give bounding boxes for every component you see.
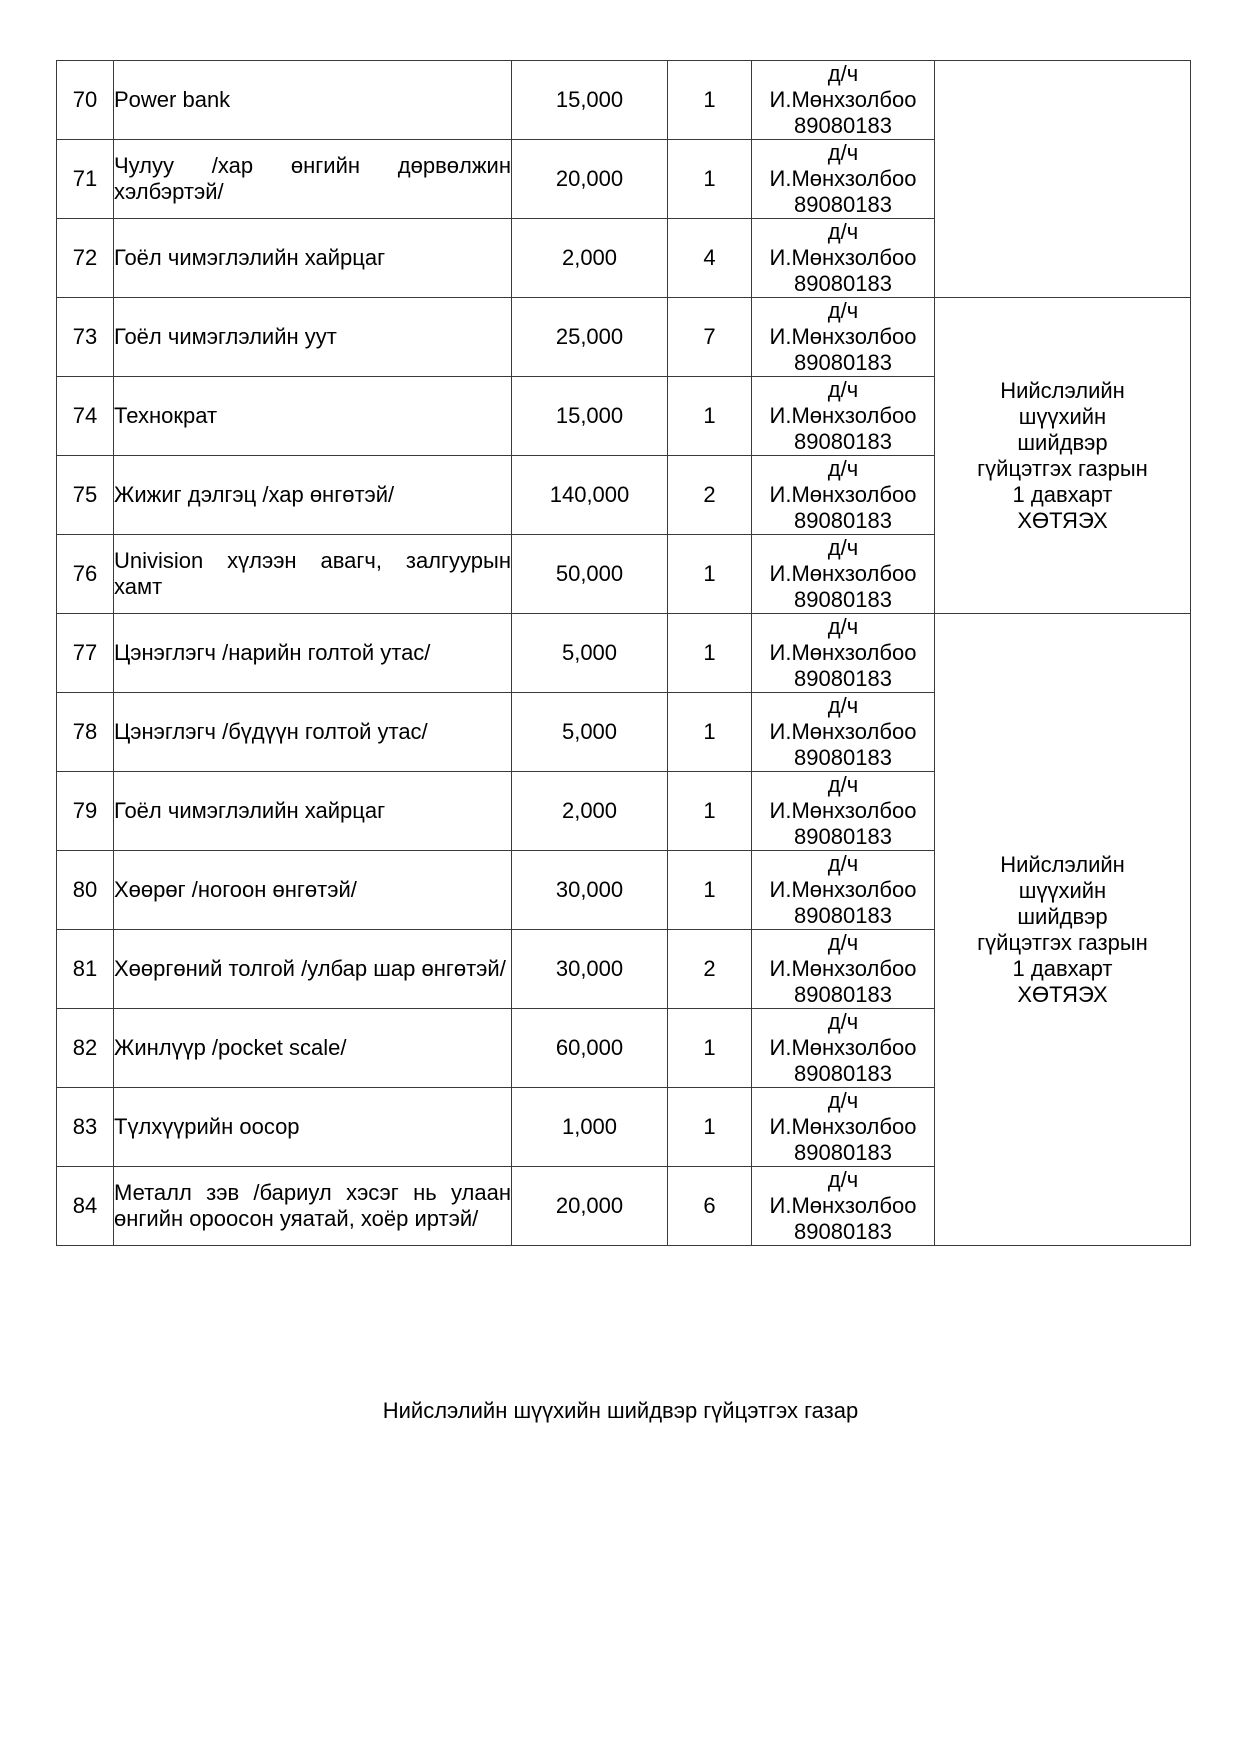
contact-cell xyxy=(752,930,935,1009)
row-number: 81 xyxy=(57,930,114,1009)
item-quantity: 1 xyxy=(668,851,752,930)
storage-location-cell xyxy=(935,298,1191,614)
location-line: 1 давхарт xyxy=(1012,955,1113,981)
contact-title: д/ч xyxy=(827,219,859,244)
item-price: 2,000 xyxy=(512,772,668,851)
contact-title: д/ч xyxy=(827,851,859,876)
contact-cell xyxy=(752,140,935,219)
contact-cell xyxy=(752,614,935,693)
contact-cell xyxy=(752,1088,935,1167)
item-quantity: 1 xyxy=(668,535,752,614)
item-name: Чулуу /хар өнгийн дөрвөлжин хэлбэртэй/ xyxy=(114,140,512,219)
contact-person: И.Мөнхзолбоо xyxy=(769,719,917,744)
row-number: 76 xyxy=(57,535,114,614)
contact-person: И.Мөнхзолбоо xyxy=(769,877,917,902)
row-number: 74 xyxy=(57,377,114,456)
contact-cell xyxy=(752,693,935,772)
item-quantity: 1 xyxy=(668,377,752,456)
contact-title: д/ч xyxy=(827,61,859,86)
item-price: 5,000 xyxy=(512,614,668,693)
location-line: шүүхийн xyxy=(1018,403,1107,429)
contact-title: д/ч xyxy=(827,693,859,718)
contact-cell xyxy=(752,456,935,535)
row-number: 73 xyxy=(57,298,114,377)
row-number: 75 xyxy=(57,456,114,535)
contact-title: д/ч xyxy=(827,298,859,323)
item-quantity: 1 xyxy=(668,614,752,693)
item-quantity: 6 xyxy=(668,1167,752,1246)
item-price: 50,000 xyxy=(512,535,668,614)
item-name: Түлхүүрийн оосор xyxy=(114,1088,512,1167)
item-name: Технократ xyxy=(114,377,512,456)
item-quantity: 1 xyxy=(668,61,752,140)
table-row xyxy=(57,298,1191,377)
item-price: 60,000 xyxy=(512,1009,668,1088)
item-quantity: 1 xyxy=(668,693,752,772)
row-number: 83 xyxy=(57,1088,114,1167)
contact-cell xyxy=(752,61,935,140)
contact-person: И.Мөнхзолбоо xyxy=(769,324,917,349)
item-name: Металл зэв /бариул хэсэг нь улаан өнгийн ороосон уяатай, хоёр иртэй/ xyxy=(114,1167,512,1246)
contact-cell xyxy=(752,219,935,298)
row-number: 77 xyxy=(57,614,114,693)
contact-person: И.Мөнхзолбоо xyxy=(769,1035,917,1060)
location-cell-empty xyxy=(935,61,1191,298)
contact-phone: 89080183 xyxy=(794,271,892,296)
contact-title: д/ч xyxy=(827,614,859,639)
item-name: Жинлүүр /pocket scale/ xyxy=(114,1009,512,1088)
location-line: ХӨТЯЭХ xyxy=(1017,981,1108,1007)
item-name: Хөөргөний толгой /улбар шар өнгөтэй/ xyxy=(114,930,512,1009)
contact-phone: 89080183 xyxy=(794,192,892,217)
location-line: Нийслэлийн xyxy=(1000,851,1125,877)
item-name: Цэнэглэгч /бүдүүн голтой утас/ xyxy=(114,693,512,772)
item-quantity: 1 xyxy=(668,1088,752,1167)
item-price: 20,000 xyxy=(512,1167,668,1246)
contact-title: д/ч xyxy=(827,456,859,481)
contact-phone: 89080183 xyxy=(794,824,892,849)
row-number: 79 xyxy=(57,772,114,851)
contact-phone: 89080183 xyxy=(794,982,892,1007)
item-quantity: 2 xyxy=(668,930,752,1009)
item-price: 25,000 xyxy=(512,298,668,377)
contact-phone: 89080183 xyxy=(794,1061,892,1086)
contact-cell xyxy=(752,377,935,456)
contact-title: д/ч xyxy=(827,535,859,560)
contact-person: И.Мөнхзолбоо xyxy=(769,956,917,981)
contact-cell xyxy=(752,1009,935,1088)
item-price: 15,000 xyxy=(512,377,668,456)
item-name: Гоёл чимэглэлийн хайрцаг xyxy=(114,772,512,851)
item-name: Жижиг дэлгэц /хар өнгөтэй/ xyxy=(114,456,512,535)
contact-cell xyxy=(752,851,935,930)
footer-organization-name: Нийслэлийн шүүхийн шийдвэр гүйцэтгэх газар xyxy=(382,1398,859,1423)
item-quantity: 1 xyxy=(668,1009,752,1088)
item-name: Univision хүлээн авагч, залгуурын хамт xyxy=(114,535,512,614)
item-name: Гоёл чимэглэлийн хайрцаг xyxy=(114,219,512,298)
item-quantity: 1 xyxy=(668,140,752,219)
location-line: шийдвэр xyxy=(1017,903,1108,929)
item-price: 30,000 xyxy=(512,930,668,1009)
contact-title: д/ч xyxy=(827,140,859,165)
contact-phone: 89080183 xyxy=(794,113,892,138)
location-line: гүйцэтгэх газрын xyxy=(977,455,1148,481)
contact-person: И.Мөнхзолбоо xyxy=(769,482,917,507)
contact-person: И.Мөнхзолбоо xyxy=(769,1114,917,1139)
table-row xyxy=(57,614,1191,693)
item-name: Гоёл чимэглэлийн уут xyxy=(114,298,512,377)
contact-phone: 89080183 xyxy=(794,903,892,928)
location-line: шийдвэр xyxy=(1017,429,1108,455)
contact-title: д/ч xyxy=(827,377,859,402)
row-number: 70 xyxy=(57,61,114,140)
item-price: 5,000 xyxy=(512,693,668,772)
row-number: 84 xyxy=(57,1167,114,1246)
row-number: 78 xyxy=(57,693,114,772)
items-table-body xyxy=(57,61,1191,1246)
item-price: 20,000 xyxy=(512,140,668,219)
contact-person: И.Мөнхзолбоо xyxy=(769,166,917,191)
contact-phone: 89080183 xyxy=(794,1219,892,1244)
contact-phone: 89080183 xyxy=(794,508,892,533)
contact-person: И.Мөнхзолбоо xyxy=(769,245,917,270)
contact-phone: 89080183 xyxy=(794,350,892,375)
row-number: 82 xyxy=(57,1009,114,1088)
item-name: Хөөрөг /ногоон өнгөтэй/ xyxy=(114,851,512,930)
contact-person: И.Мөнхзолбоо xyxy=(769,403,917,428)
contact-person: И.Мөнхзолбоо xyxy=(769,87,917,112)
contact-title: д/ч xyxy=(827,1088,859,1113)
items-table xyxy=(56,60,1191,1246)
table-row xyxy=(57,61,1191,140)
contact-person: И.Мөнхзолбоо xyxy=(769,561,917,586)
item-price: 2,000 xyxy=(512,219,668,298)
contact-phone: 89080183 xyxy=(794,429,892,454)
location-line: Нийслэлийн xyxy=(1000,377,1125,403)
item-quantity: 1 xyxy=(668,772,752,851)
contact-person: И.Мөнхзолбоо xyxy=(769,640,917,665)
item-quantity: 4 xyxy=(668,219,752,298)
contact-phone: 89080183 xyxy=(794,666,892,691)
item-price: 140,000 xyxy=(512,456,668,535)
location-line: ХӨТЯЭХ xyxy=(1017,507,1108,533)
contact-title: д/ч xyxy=(827,772,859,797)
contact-cell xyxy=(752,772,935,851)
location-line: шүүхийн xyxy=(1018,877,1107,903)
contact-phone: 89080183 xyxy=(794,745,892,770)
location-line: 1 давхарт xyxy=(1012,481,1113,507)
row-number: 72 xyxy=(57,219,114,298)
contact-person: И.Мөнхзолбоо xyxy=(769,798,917,823)
item-quantity: 2 xyxy=(668,456,752,535)
contact-title: д/ч xyxy=(827,1009,859,1034)
contact-cell xyxy=(752,298,935,377)
row-number: 71 xyxy=(57,140,114,219)
contact-phone: 89080183 xyxy=(794,587,892,612)
item-price: 1,000 xyxy=(512,1088,668,1167)
item-name: Power bank xyxy=(114,61,512,140)
row-number: 80 xyxy=(57,851,114,930)
location-line: гүйцэтгэх газрын xyxy=(977,929,1148,955)
contact-title: д/ч xyxy=(827,930,859,955)
item-price: 15,000 xyxy=(512,61,668,140)
contact-phone: 89080183 xyxy=(794,1140,892,1165)
item-quantity: 7 xyxy=(668,298,752,377)
contact-person: И.Мөнхзолбоо xyxy=(769,1193,917,1218)
item-name: Цэнэглэгч /нарийн голтой утас/ xyxy=(114,614,512,693)
contact-cell xyxy=(752,535,935,614)
item-price: 30,000 xyxy=(512,851,668,930)
contact-cell xyxy=(752,1167,935,1246)
contact-title: д/ч xyxy=(827,1167,859,1192)
storage-location-cell xyxy=(935,614,1191,1246)
